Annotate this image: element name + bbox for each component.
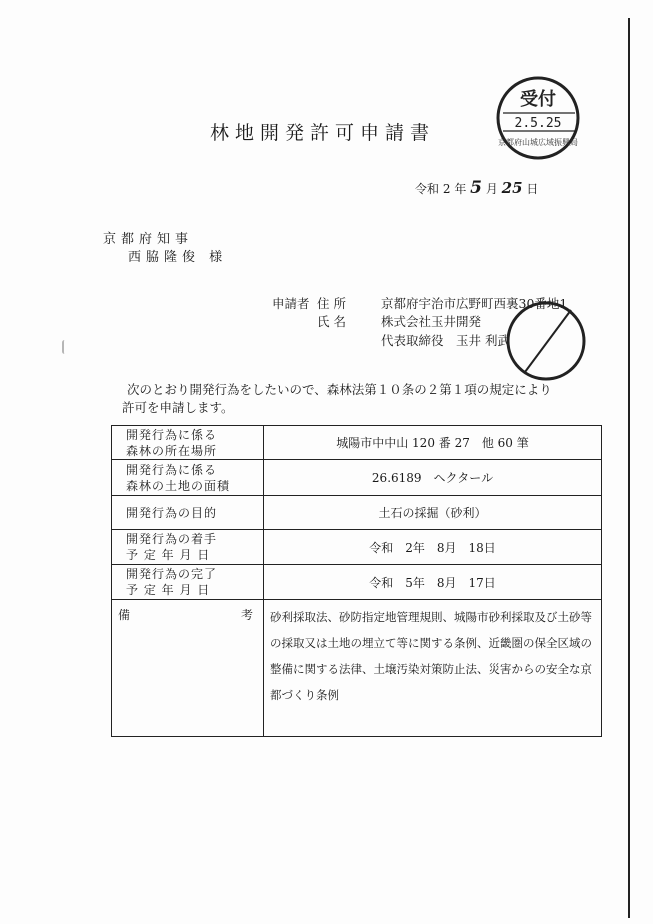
page-edge-line	[628, 18, 630, 918]
request-statement-line1: 次のとおり開発行為をしたいので、森林法第１０条の２第１項の規定により	[127, 382, 552, 397]
addressee-office: 京都府知事	[103, 232, 194, 247]
date-day: 25	[501, 179, 523, 197]
completion-date-value: 令和 5年 8月 17日	[264, 565, 602, 600]
binding-mark	[62, 340, 67, 354]
applicant-address: 京都府宇治市広野町西裏30番地1	[381, 296, 568, 311]
start-date-value: 令和 2年 8月 18日	[264, 530, 602, 565]
applicant-address-label: 住 所	[317, 296, 346, 311]
document-title: 林地開発許可申請書	[210, 122, 436, 144]
addressee-name: 西脇隆俊 様	[128, 250, 228, 265]
svg-text:2.5.25: 2.5.25	[514, 116, 562, 131]
table-row-remarks	[112, 600, 602, 737]
applicant-representative: 代表取締役 玉井 利武	[381, 333, 510, 348]
reception-stamp	[495, 75, 581, 161]
row-label: 開発行為の着手 予 定 年 月 日	[112, 530, 264, 565]
application-table	[111, 425, 602, 737]
remarks-label-left: 備	[118, 608, 131, 622]
row-label: 開発行為に係る 森林の土地の面積	[112, 460, 264, 496]
table-row-end-date	[112, 565, 602, 600]
development-purpose-value: 土石の採掘（砂利）	[264, 496, 602, 530]
forest-location-value: 城陽市中中山 120 番 27 他 60 筆	[264, 426, 602, 460]
applicant-company: 株式会社玉井開発	[381, 314, 482, 329]
company-seal	[505, 300, 587, 382]
row-label: 開発行為の完了 予 定 年 月 日	[112, 565, 264, 600]
applicant-role-label: 申請者	[272, 296, 310, 311]
date-month-unit: 月	[485, 182, 498, 196]
table-row-area	[112, 460, 602, 496]
date-month: 5	[470, 178, 482, 198]
date-day-unit: 日	[526, 182, 539, 196]
row-label: 開発行為の目的	[112, 496, 264, 530]
request-statement-line2: 許可を申請します。	[122, 400, 234, 415]
svg-text:受付: 受付	[520, 89, 556, 110]
date-year-unit: 年	[454, 182, 467, 196]
table-row-purpose	[112, 496, 602, 530]
table-row-start-date	[112, 530, 602, 565]
table-row-location	[112, 426, 602, 460]
date-era: 令和	[415, 182, 440, 196]
svg-text:京都府山城広域振興局: 京都府山城広域振興局	[498, 138, 578, 147]
remarks-label-right: 考	[240, 608, 253, 622]
date-year: 2	[442, 182, 451, 196]
applicant-name-label: 氏 名	[317, 314, 346, 329]
remarks-text: 砂利採取法、砂防指定地管理規則、城陽市砂利採取及び土砂等の採取又は土地の埋立て等に関する条例、近畿圏の保全区域の整備に関する法律、土壌汚染対策防止法、災害からの安全な京都づくり条例	[264, 600, 602, 737]
forest-area-value: 26.6189 ヘクタール	[264, 460, 602, 496]
request-statement	[122, 381, 587, 417]
remarks-label-cell	[112, 600, 264, 737]
row-label: 開発行為に係る 森林の所在場所	[112, 426, 264, 460]
application-date	[415, 178, 538, 198]
